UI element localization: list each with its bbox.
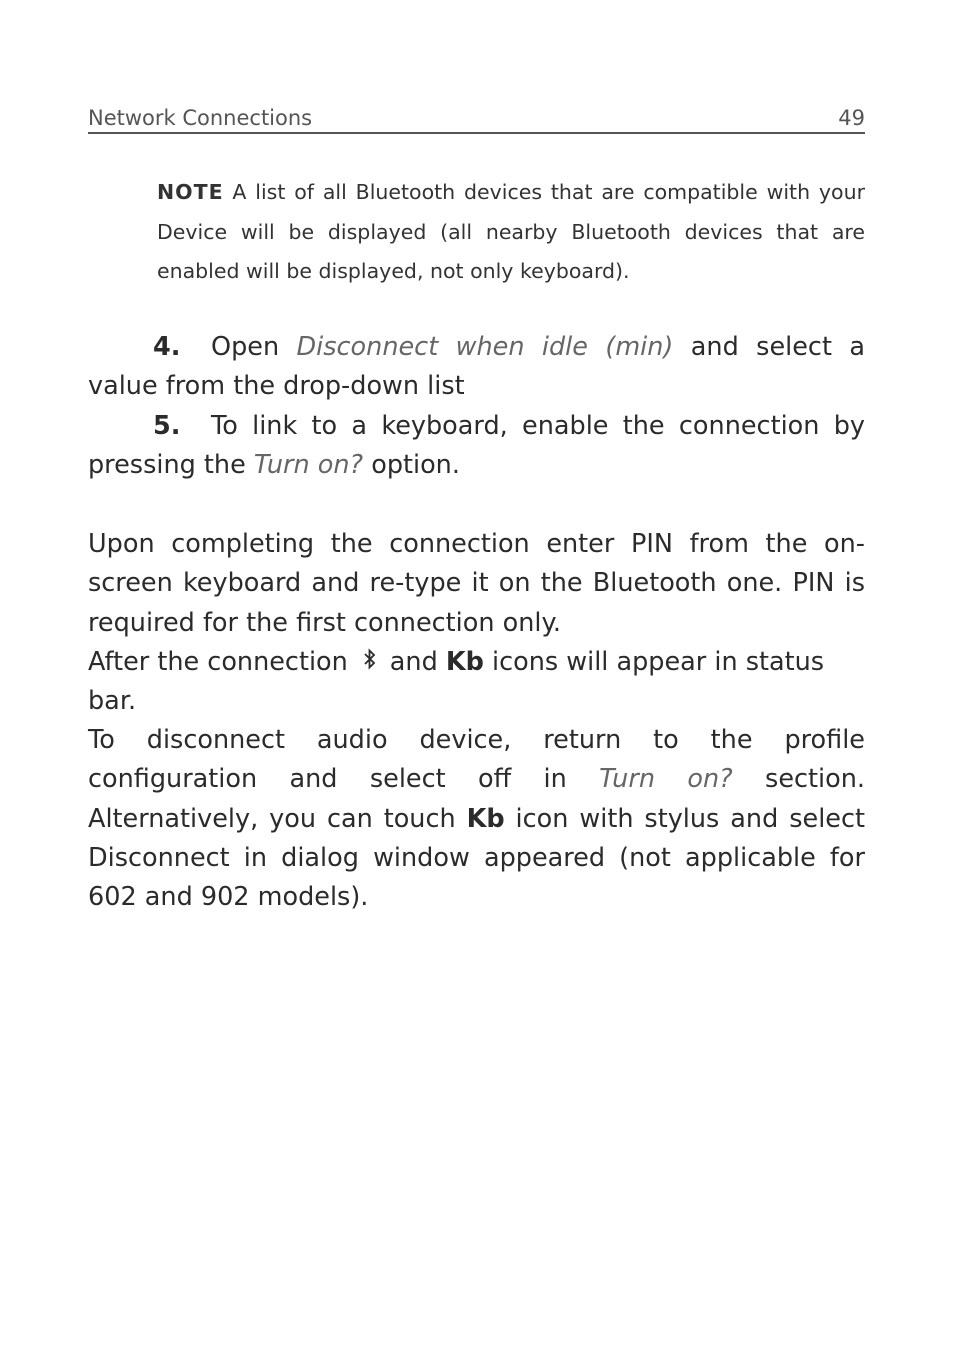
paragraph-disconnect-text: icon with stylus and select Disconnect in dialog window appeared (not applicable for 602 and 902 models).: [88, 803, 865, 913]
step-4: [88, 328, 865, 407]
note-block: [157, 173, 865, 292]
step-text: option.: [363, 449, 460, 480]
note-label: NOTE: [157, 180, 224, 204]
step-option-name: Disconnect when idle (min): [296, 332, 674, 362]
paragraph-disconnect-text: section. Alternatively, you can touch: [88, 764, 865, 834]
step-text: Open: [211, 332, 297, 362]
main-text: [88, 328, 865, 485]
option-name: Turn on?: [599, 764, 733, 795]
step-option-name: Turn on?: [253, 449, 364, 480]
page-header: [88, 104, 865, 134]
step-number: 5.: [153, 410, 181, 441]
paragraph-pin-text: Upon completing the connection enter PIN from the on-screen keyboard and re-type it on the Bluetooth one. PIN is required for the first connection only.: [88, 529, 865, 638]
paragraph-pin: [88, 525, 865, 721]
kb-label: Kb: [466, 803, 505, 834]
step-text: To link to a keyboard, enable the connection by pressing the: [88, 410, 865, 480]
step-number: 4.: [153, 332, 181, 362]
paragraph-icons-text: icons will appear in status bar.: [88, 646, 825, 717]
paragraph-icons: [88, 643, 865, 722]
paragraph-disconnect: [88, 721, 865, 917]
step-5: [88, 407, 865, 486]
note-text: A list of all Bluetooth devices that are compatible with your Device will be displayed (all nearby Bluetooth devices that are enabled will be displayed, not only keyboard).: [157, 180, 865, 283]
paragraph-disconnect-text: To disconnect audio device, return to the profile configuration and select off in: [88, 725, 865, 795]
step-text: and select a value from the drop-down list: [88, 332, 865, 402]
header-title: Network Connections: [88, 106, 313, 130]
kb-label: Kb: [445, 646, 484, 677]
bluetooth-icon: [362, 648, 378, 672]
page-number: 49: [838, 106, 865, 130]
paragraph-icons-text: After the connection: [88, 646, 348, 677]
paragraph-icons-text: and: [389, 646, 446, 677]
